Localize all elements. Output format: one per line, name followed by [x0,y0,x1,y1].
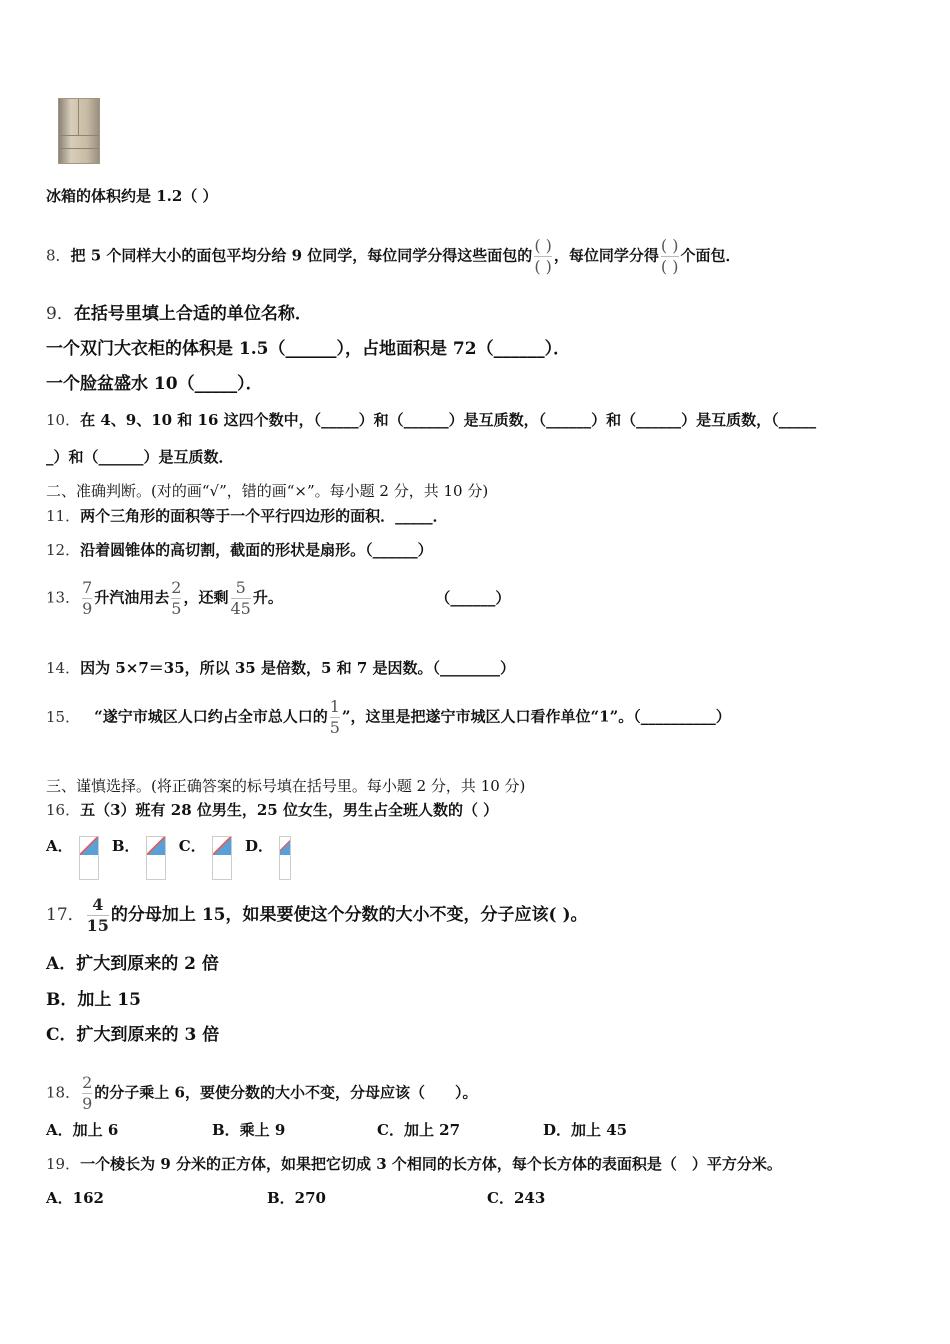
q16-option-b[interactable] [112,836,174,880]
q18 [46,1073,477,1114]
q16 [46,800,498,820]
text-span: 1 [329,697,340,716]
text-span: ”，这里是把遂宁市城区人口看作单位“1”。（__________） [341,707,731,726]
q8-blank-fraction-2 [661,236,679,277]
text-span: 9． [46,304,74,324]
q17-option-b[interactable]: B．加上 15 [46,990,141,1010]
section-3-heading: 三、谨慎选择。(将正确答案的标号填在括号里。每小题 2 分，共 10 分) [46,777,526,795]
text-span: 15 [86,916,109,935]
text-span: 9 [82,599,93,618]
q16-option-d[interactable] [245,836,299,880]
text-span: 14． [46,659,81,677]
text-span: 在括号里填上合适的单位名称． [73,304,312,324]
text-span: 沿着圆锥体的高切割，截面的形状是扇形。（______） [80,541,433,559]
text-span: ( ) [660,257,679,276]
text-span: 7 [82,578,93,597]
broken-image-icon [79,836,99,880]
image-placeholder-glyph [147,837,165,855]
q10-line2: _）和（______）是互质数． [46,448,234,466]
broken-image-icon [146,836,166,880]
text-span: 15． [46,707,81,726]
q8-text-b: ，每位同学分得 [553,246,659,265]
text-span [82,578,92,619]
image-placeholder-glyph [280,837,290,855]
q18-option-d[interactable]: D．加上 45 [543,1121,628,1139]
q9-line2: 一个脸盆盛水 10（_____）． [46,374,263,394]
text-span: A． [46,837,73,855]
text-span: “遂宁市城区人口约占全市总人口的 [94,707,328,726]
q9-line1: 一个双门大衣柜的体积是 1.5（______），占地面积是 72（______）． [46,339,571,359]
broken-image-icon [279,836,291,880]
text-span: 17． [46,905,85,925]
text-span: 2 [171,578,182,597]
text-span: 升汽油用去 [94,588,170,607]
broken-image-icon [212,836,232,880]
q8 [46,236,741,277]
q18-option-b[interactable]: B．乘上 9 [212,1121,286,1139]
q8-text-c: 个面包． [680,246,741,265]
text-span: 4 [92,895,104,914]
q19 [46,1154,782,1174]
q11 [46,506,448,526]
q14 [46,658,515,678]
text-span [171,578,181,619]
text-span: 升。 [252,588,283,607]
text-span: 2 [82,1073,93,1092]
q12 [46,540,433,560]
image-placeholder-glyph [213,837,231,855]
text-span: 5 [329,718,340,737]
text-span: ，还剩 [183,588,229,607]
text-span: 的分母加上 15，如果要使这个分数的大小不变，分子应该( )。 [110,905,588,925]
text-span: 因为 5×7＝35，所以 35 是倍数，5 和 7 是因数。（________） [80,659,515,677]
section-2-heading: 二、准确判断。(对的画“√”，错的画“×”。每小题 2 分，共 10 分) [46,482,489,500]
text-span: ( ) [660,236,679,255]
text-span: 45 [230,599,251,618]
text-span [330,697,340,738]
text-span: 19． [46,1155,81,1173]
q9-title [46,304,312,324]
q8-text-a: 把 5 个同样大小的面包平均分给 9 位同学，每位同学分得这些面包的 [70,246,533,265]
text-span: 12． [46,541,81,559]
text-span: 两个三角形的面积等于一个平行四边形的面积．_____． [80,507,448,525]
q16-option-a[interactable] [46,836,107,880]
image-placeholder-glyph [80,837,98,855]
text-span: B． [111,837,140,855]
text-span: 的分子乘上 6，要使分数的大小不变，分母应该（ ）。 [94,1083,478,1102]
text-span: ( ) [534,236,552,255]
text-span: 9 [82,1094,93,1113]
text-span: 16． [46,801,81,819]
q15 [46,697,731,738]
text-span [87,895,109,936]
q16-options [46,836,299,880]
text-span: D． [244,837,273,855]
text-span: 5 [235,578,246,597]
q7-text: 冰箱的体积约是 1.2（ ） [46,187,218,205]
q17 [46,895,588,936]
q8-blank-fraction-1 [534,236,552,277]
text-span: 5 [171,599,182,618]
q8-number: 8． [46,246,71,265]
q17-option-a[interactable]: A．扩大到原来的 2 倍 [46,954,219,974]
text-span: 18． [46,1083,81,1102]
q13-answer-blank: （______） [442,588,511,607]
q19-option-c[interactable]: C．243 [487,1189,546,1207]
q18-option-a[interactable]: A．加上 6 [46,1121,119,1139]
text-span: 一个棱长为 9 分米的正方体，如果把它切成 3 个相同的长方体，每个长方体的表面积是（ ）平方分米。 [80,1155,782,1173]
text-span: 13． [46,588,81,607]
text-span [82,1073,92,1114]
text-span: ( ) [534,257,552,276]
text-span: 10． [46,411,81,429]
text-span: C． [178,837,206,855]
q19-option-b[interactable]: B．270 [267,1189,326,1207]
refrigerator-image [58,98,100,164]
q16-option-c[interactable] [179,836,240,880]
text-span [231,578,251,619]
q19-option-a[interactable]: A．162 [46,1189,104,1207]
q17-option-c[interactable]: C．扩大到原来的 3 倍 [46,1025,220,1045]
text-span: 在 4、9、10 和 16 这四个数中，（_____）和（______）是互质数，（______）和（______）是互质数，（_____ [80,411,817,429]
text-span: 11． [46,507,81,525]
q10-line1 [46,410,816,430]
q18-option-c[interactable]: C．加上 27 [377,1121,461,1139]
text-span: 五（3）班有 28 位男生，25 位女生，男生占全班人数的（ ） [80,801,499,819]
q13 [46,578,510,619]
